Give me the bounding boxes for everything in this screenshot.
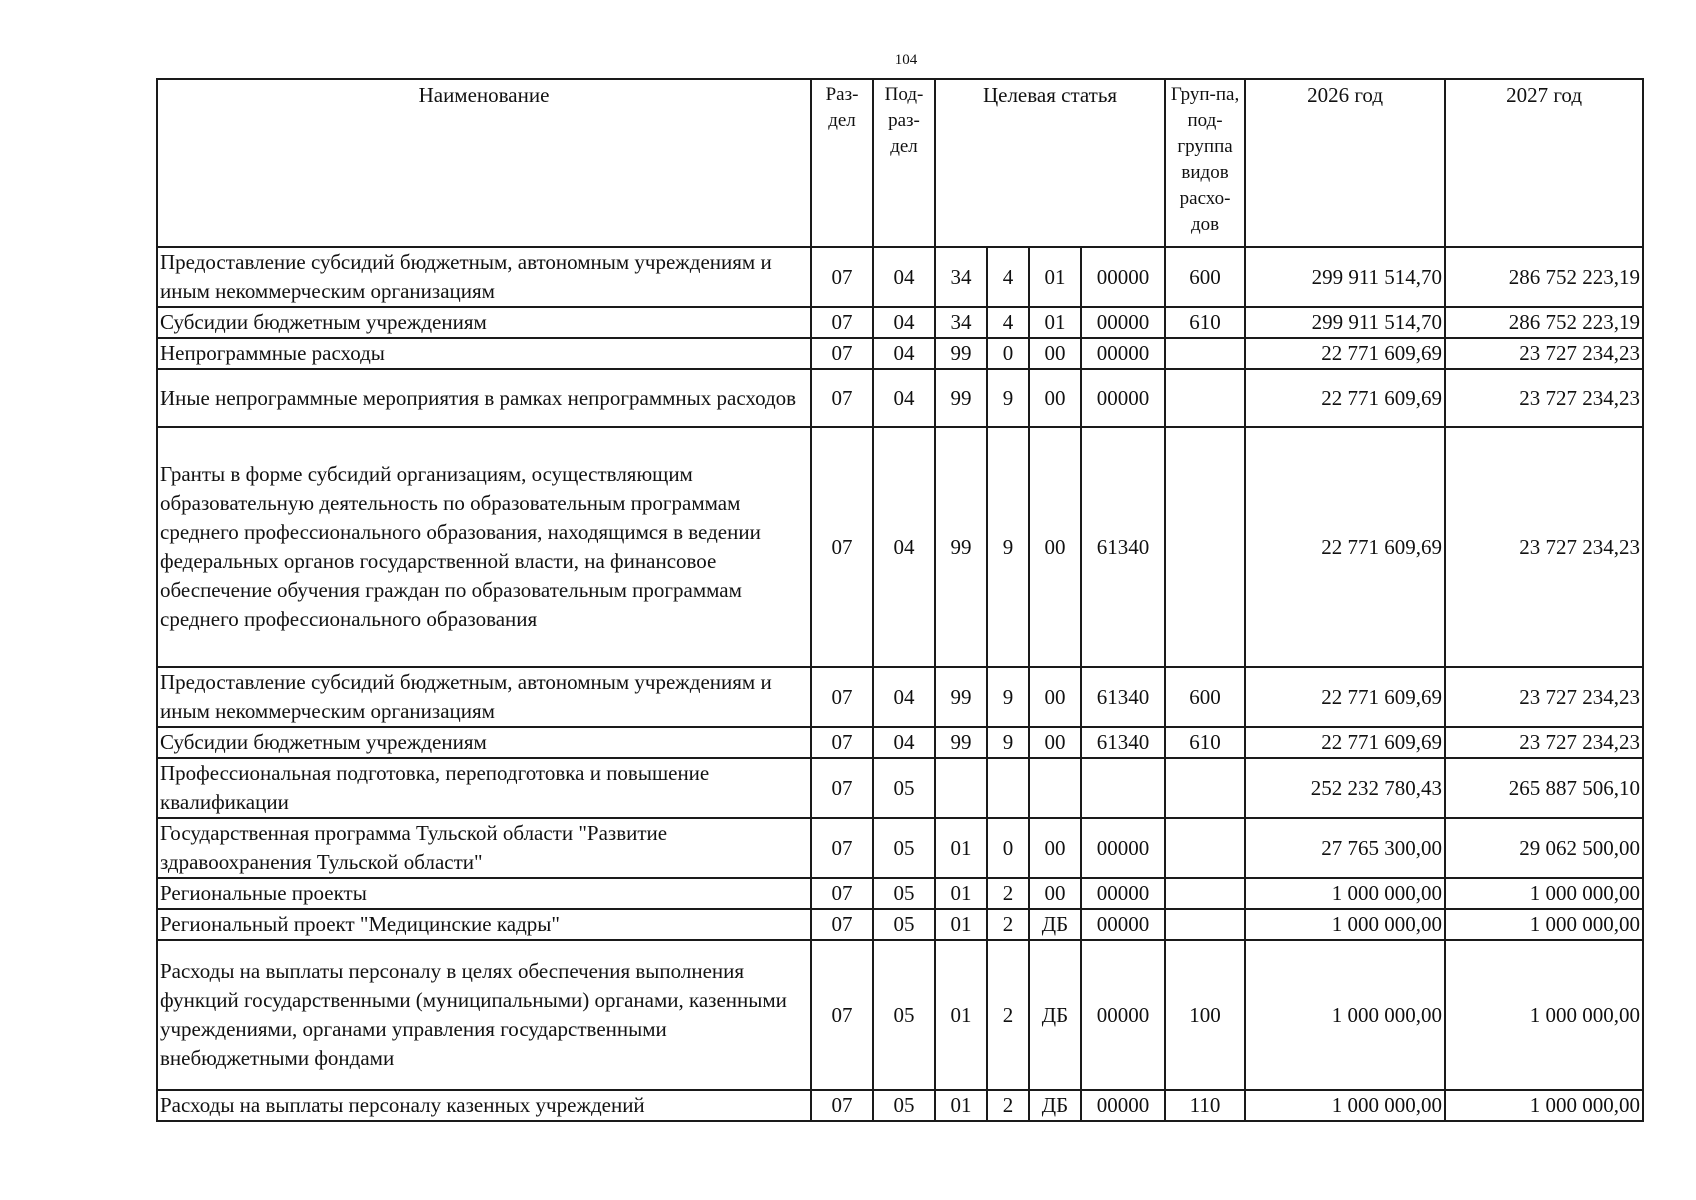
row-subsection: 05	[873, 818, 935, 878]
table-row	[157, 940, 1643, 1090]
row-amount-2027: 1 000 000,00	[1445, 940, 1643, 1090]
row-name: Субсидии бюджетным учреждениям	[157, 307, 811, 338]
table-row	[157, 1090, 1643, 1121]
row-expense-group	[1165, 427, 1245, 667]
row-expense-group: 110	[1165, 1090, 1245, 1121]
row-name: Предоставление субсидий бюджетным, автономным учреждениям и иным некоммерческим организациям	[157, 247, 811, 307]
table-row	[157, 758, 1643, 818]
row-section: 07	[811, 338, 873, 369]
row-subsection: 05	[873, 758, 935, 818]
row-target-event: 00	[1029, 667, 1081, 727]
table-row	[157, 338, 1643, 369]
row-target-program: 99	[935, 427, 987, 667]
page-number: 104	[894, 52, 918, 68]
row-target-direction: 00000	[1081, 369, 1165, 427]
header-section: Раз-дел	[811, 79, 873, 247]
table-row	[157, 818, 1643, 878]
row-target-event: 00	[1029, 727, 1081, 758]
row-amount-2026: 1 000 000,00	[1245, 1090, 1445, 1121]
row-target-type: 2	[987, 1090, 1029, 1121]
row-amount-2026: 252 232 780,43	[1245, 758, 1445, 818]
row-name: Расходы на выплаты персоналу казенных учреждений	[157, 1090, 811, 1121]
table-row	[157, 427, 1643, 667]
row-name: Предоставление субсидий бюджетным, автономным учреждениям и иным некоммерческим организациям	[157, 667, 811, 727]
row-amount-2026: 1 000 000,00	[1245, 878, 1445, 909]
row-target-type: 2	[987, 878, 1029, 909]
row-target-direction: 00000	[1081, 940, 1165, 1090]
row-target-event: 01	[1029, 247, 1081, 307]
row-expense-group	[1165, 338, 1245, 369]
row-target-program: 01	[935, 909, 987, 940]
row-amount-2027: 265 887 506,10	[1445, 758, 1643, 818]
table-row	[157, 878, 1643, 909]
row-subsection: 04	[873, 307, 935, 338]
row-target-direction: 00000	[1081, 878, 1165, 909]
row-amount-2027: 29 062 500,00	[1445, 818, 1643, 878]
row-section: 07	[811, 909, 873, 940]
row-subsection: 04	[873, 667, 935, 727]
row-section: 07	[811, 369, 873, 427]
row-target-program: 99	[935, 667, 987, 727]
table-body	[157, 247, 1643, 1121]
row-subsection: 05	[873, 940, 935, 1090]
table-row	[157, 727, 1643, 758]
row-target-program: 34	[935, 307, 987, 338]
row-expense-group	[1165, 909, 1245, 940]
row-target-event: ДБ	[1029, 1090, 1081, 1121]
row-subsection: 04	[873, 338, 935, 369]
row-expense-group: 100	[1165, 940, 1245, 1090]
row-target-event: 00	[1029, 338, 1081, 369]
row-target-direction: 61340	[1081, 427, 1165, 667]
row-section: 07	[811, 427, 873, 667]
table-row	[157, 307, 1643, 338]
row-expense-group	[1165, 818, 1245, 878]
header-year-2026: 2026 год	[1245, 79, 1445, 247]
row-name: Непрограммные расходы	[157, 338, 811, 369]
row-expense-group	[1165, 878, 1245, 909]
row-section: 07	[811, 818, 873, 878]
row-name: Региональный проект "Медицинские кадры"	[157, 909, 811, 940]
header-year-2027: 2027 год	[1445, 79, 1643, 247]
header-name: Наименование	[157, 79, 811, 247]
row-target-program: 34	[935, 247, 987, 307]
row-subsection: 05	[873, 878, 935, 909]
row-target-direction: 00000	[1081, 307, 1165, 338]
row-expense-group	[1165, 369, 1245, 427]
row-target-type: 9	[987, 727, 1029, 758]
row-target-direction: 00000	[1081, 818, 1165, 878]
row-target-type: 4	[987, 307, 1029, 338]
row-target-type: 9	[987, 667, 1029, 727]
row-amount-2027: 23 727 234,23	[1445, 427, 1643, 667]
table-row	[157, 369, 1643, 427]
row-amount-2026: 22 771 609,69	[1245, 369, 1445, 427]
row-amount-2026: 1 000 000,00	[1245, 909, 1445, 940]
header-subsection: Под-раз-дел	[873, 79, 935, 247]
row-target-program: 99	[935, 338, 987, 369]
header-expense-group: Груп-па, под-группа видов расхо-дов	[1165, 79, 1245, 247]
row-target-event: ДБ	[1029, 940, 1081, 1090]
row-name: Государственная программа Тульской области "Развитие здравоохранения Тульской области"	[157, 818, 811, 878]
row-target-type: 0	[987, 818, 1029, 878]
row-target-program: 01	[935, 878, 987, 909]
row-target-type: 4	[987, 247, 1029, 307]
row-target-direction: 00000	[1081, 1090, 1165, 1121]
row-name: Региональные проекты	[157, 878, 811, 909]
row-amount-2026: 299 911 514,70	[1245, 307, 1445, 338]
row-amount-2026: 299 911 514,70	[1245, 247, 1445, 307]
row-name: Субсидии бюджетным учреждениям	[157, 727, 811, 758]
row-section: 07	[811, 307, 873, 338]
row-expense-group: 600	[1165, 667, 1245, 727]
row-target-type: 2	[987, 940, 1029, 1090]
row-target-direction: 00000	[1081, 338, 1165, 369]
table-row	[157, 909, 1643, 940]
row-target-program	[935, 758, 987, 818]
row-amount-2027: 1 000 000,00	[1445, 878, 1643, 909]
row-target-program: 01	[935, 940, 987, 1090]
budget-table	[156, 78, 1644, 1122]
row-name: Профессиональная подготовка, переподготовка и повышение квалификации	[157, 758, 811, 818]
row-target-type: 2	[987, 909, 1029, 940]
row-name: Иные непрограммные мероприятия в рамках непрограммных расходов	[157, 369, 811, 427]
row-name: Гранты в форме субсидий организациям, осуществляющим образовательную деятельность по образовательным программам среднего профессионального образования, находящимся в ведении федеральных органов государственной власти, на финансовое обеспечение обучения граждан по образовательным программам среднего профессионального образования	[157, 427, 811, 667]
row-target-program: 01	[935, 818, 987, 878]
row-target-program: 99	[935, 727, 987, 758]
row-target-direction	[1081, 758, 1165, 818]
row-amount-2026: 22 771 609,69	[1245, 667, 1445, 727]
row-target-program: 01	[935, 1090, 987, 1121]
row-subsection: 05	[873, 1090, 935, 1121]
row-amount-2027: 286 752 223,19	[1445, 247, 1643, 307]
row-target-event	[1029, 758, 1081, 818]
row-amount-2027: 23 727 234,23	[1445, 338, 1643, 369]
row-section: 07	[811, 1090, 873, 1121]
row-subsection: 04	[873, 427, 935, 667]
row-section: 07	[811, 940, 873, 1090]
row-amount-2027: 23 727 234,23	[1445, 667, 1643, 727]
row-target-direction: 00000	[1081, 909, 1165, 940]
row-amount-2026: 22 771 609,69	[1245, 427, 1445, 667]
row-section: 07	[811, 667, 873, 727]
row-amount-2027: 23 727 234,23	[1445, 727, 1643, 758]
header-target-article: Целевая статья	[935, 79, 1165, 247]
row-target-event: ДБ	[1029, 909, 1081, 940]
row-amount-2026: 1 000 000,00	[1245, 940, 1445, 1090]
row-target-program: 99	[935, 369, 987, 427]
row-amount-2026: 22 771 609,69	[1245, 727, 1445, 758]
row-section: 07	[811, 758, 873, 818]
row-target-direction: 61340	[1081, 667, 1165, 727]
row-expense-group	[1165, 758, 1245, 818]
row-expense-group: 610	[1165, 307, 1245, 338]
row-subsection: 04	[873, 727, 935, 758]
row-amount-2027: 1 000 000,00	[1445, 1090, 1643, 1121]
row-expense-group: 610	[1165, 727, 1245, 758]
row-target-event: 01	[1029, 307, 1081, 338]
row-target-type: 9	[987, 427, 1029, 667]
row-amount-2026: 27 765 300,00	[1245, 818, 1445, 878]
row-section: 07	[811, 727, 873, 758]
row-amount-2026: 22 771 609,69	[1245, 338, 1445, 369]
row-target-direction: 00000	[1081, 247, 1165, 307]
row-target-direction: 61340	[1081, 727, 1165, 758]
table-row	[157, 247, 1643, 307]
row-amount-2027: 1 000 000,00	[1445, 909, 1643, 940]
row-subsection: 04	[873, 369, 935, 427]
row-subsection: 05	[873, 909, 935, 940]
row-expense-group: 600	[1165, 247, 1245, 307]
row-section: 07	[811, 247, 873, 307]
row-name: Расходы на выплаты персоналу в целях обеспечения выполнения функций государственными (муниципальными) органами, казенными учреждениями, органами управления государственными внебюджетными фондами	[157, 940, 811, 1090]
row-target-event: 00	[1029, 878, 1081, 909]
row-section: 07	[811, 878, 873, 909]
row-target-event: 00	[1029, 369, 1081, 427]
row-amount-2027: 23 727 234,23	[1445, 369, 1643, 427]
row-target-event: 00	[1029, 427, 1081, 667]
row-target-type: 0	[987, 338, 1029, 369]
row-target-type: 9	[987, 369, 1029, 427]
header-row	[157, 79, 1643, 247]
row-target-event: 00	[1029, 818, 1081, 878]
table-row	[157, 667, 1643, 727]
row-amount-2027: 286 752 223,19	[1445, 307, 1643, 338]
row-subsection: 04	[873, 247, 935, 307]
row-target-type	[987, 758, 1029, 818]
